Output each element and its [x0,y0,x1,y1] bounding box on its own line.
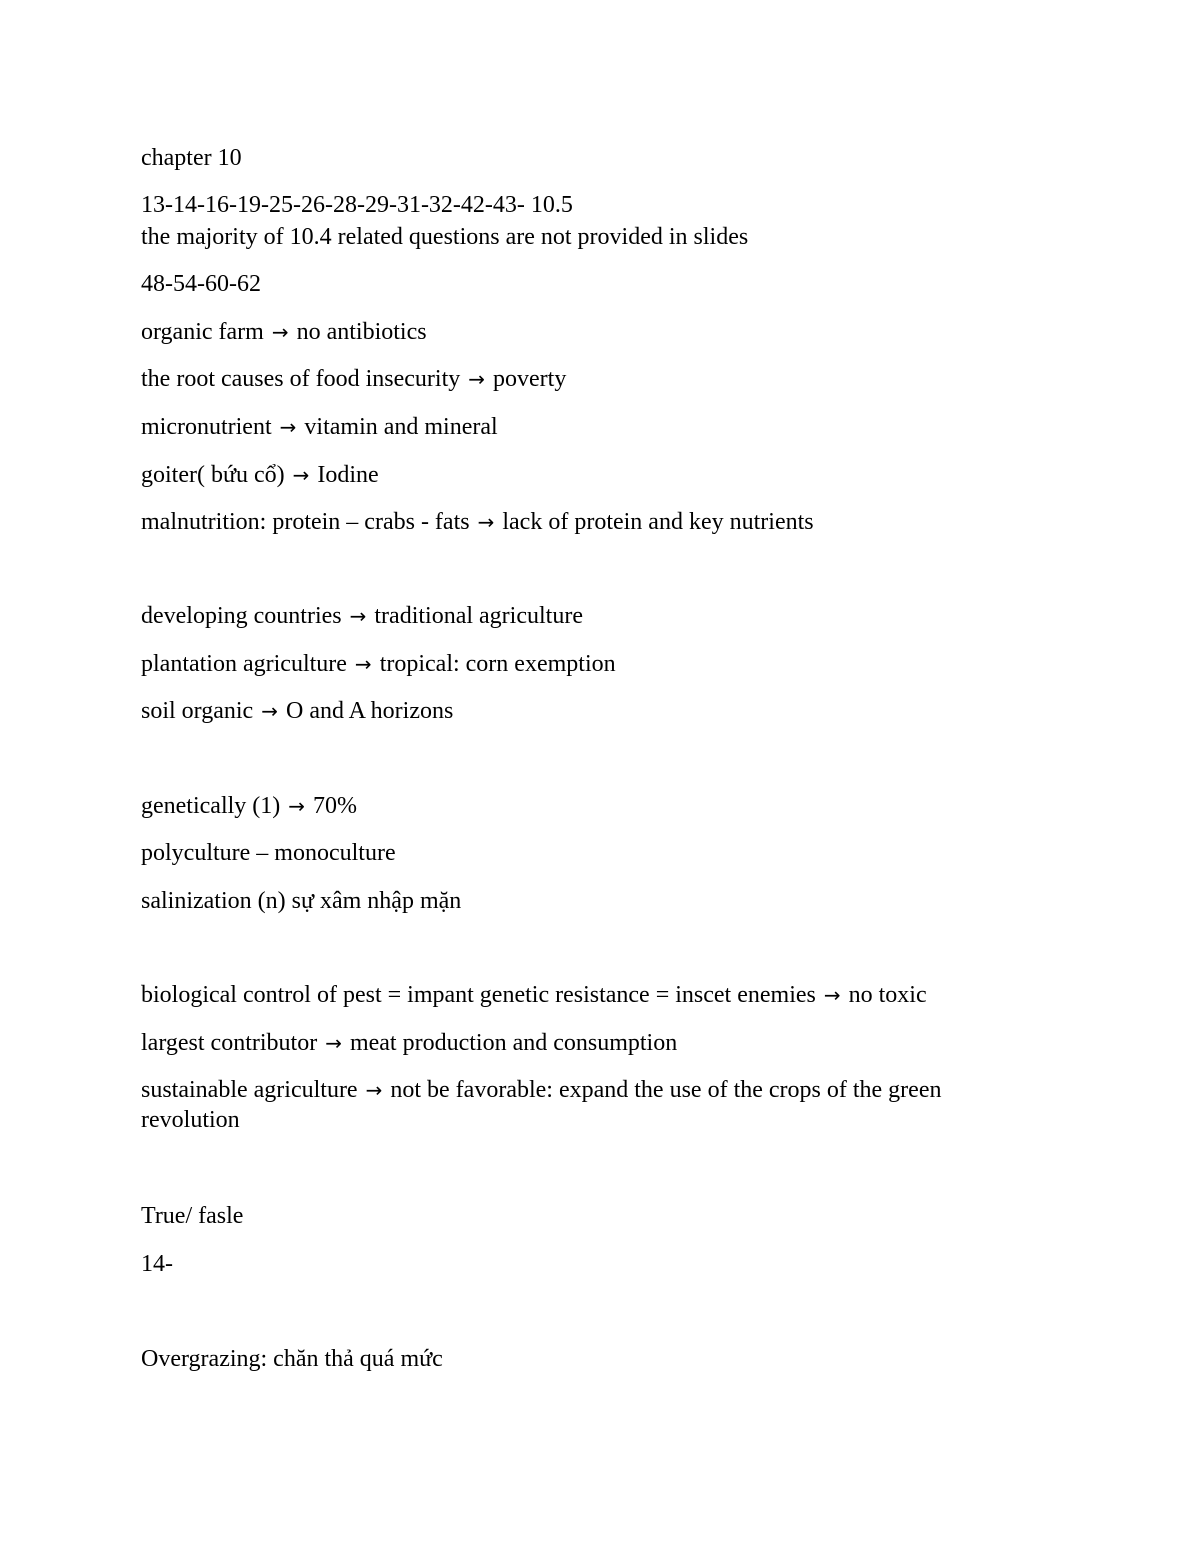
note-line: goiter( bứu cổ) → Iodine [141,462,379,488]
arrow-right-icon: → [279,415,297,439]
note-line: organic farm → no antibiotics [141,319,427,345]
arrow-right-icon: → [288,794,306,818]
arrow-right-icon: → [354,652,372,676]
note-line: largest contributor → meat production and consumption [141,1030,678,1056]
note-line: micronutrient → vitamin and mineral [141,414,498,440]
section-label: True/ fasle [141,1203,244,1229]
note-line: developing countries → traditional agriculture [141,603,583,629]
question-numbers: 13-14-16-19-25-26-28-29-31-32-42-43- 10.5 [141,192,573,218]
arrow-right-icon: → [292,463,310,487]
arrow-right-icon: → [261,699,278,723]
note-line: the majority of 10.4 related questions are not provided in slides [141,224,749,250]
arrow-right-icon: → [468,367,486,391]
arrow-right-icon: → [349,604,367,628]
note-line: biological control of pest = impant genetic resistance = inscet enemies → no toxic [141,982,927,1008]
arrow-right-icon: → [823,983,841,1007]
arrow-right-icon: → [271,320,289,344]
note-line: Overgrazing: chăn thả quá mức [141,1346,443,1372]
note-line: plantation agriculture → tropical: corn exemption [141,651,616,677]
note-line: malnutrition: protein – crabs - fats → lack of protein and key nutrients [141,509,814,535]
note-line: genetically (1) → 70% [141,793,358,819]
question-numbers: 48-54-60-62 [141,271,261,297]
note-line: polyculture – monoculture [141,840,396,866]
chapter-heading: chapter 10 [141,145,242,171]
question-numbers: 14- [141,1251,173,1277]
note-line: salinization (n) sự xâm nhập mặn [141,888,462,914]
arrow-right-icon: → [365,1078,383,1102]
note-line: the root causes of food insecurity → poverty [141,366,567,392]
note-line: soil organic → O and A horizons [141,698,454,724]
note-line: sustainable agriculture → not be favorable: expand the use of the crops of the green revolution [141,1077,942,1133]
arrow-right-icon: → [325,1031,342,1055]
arrow-right-icon: → [477,510,495,534]
